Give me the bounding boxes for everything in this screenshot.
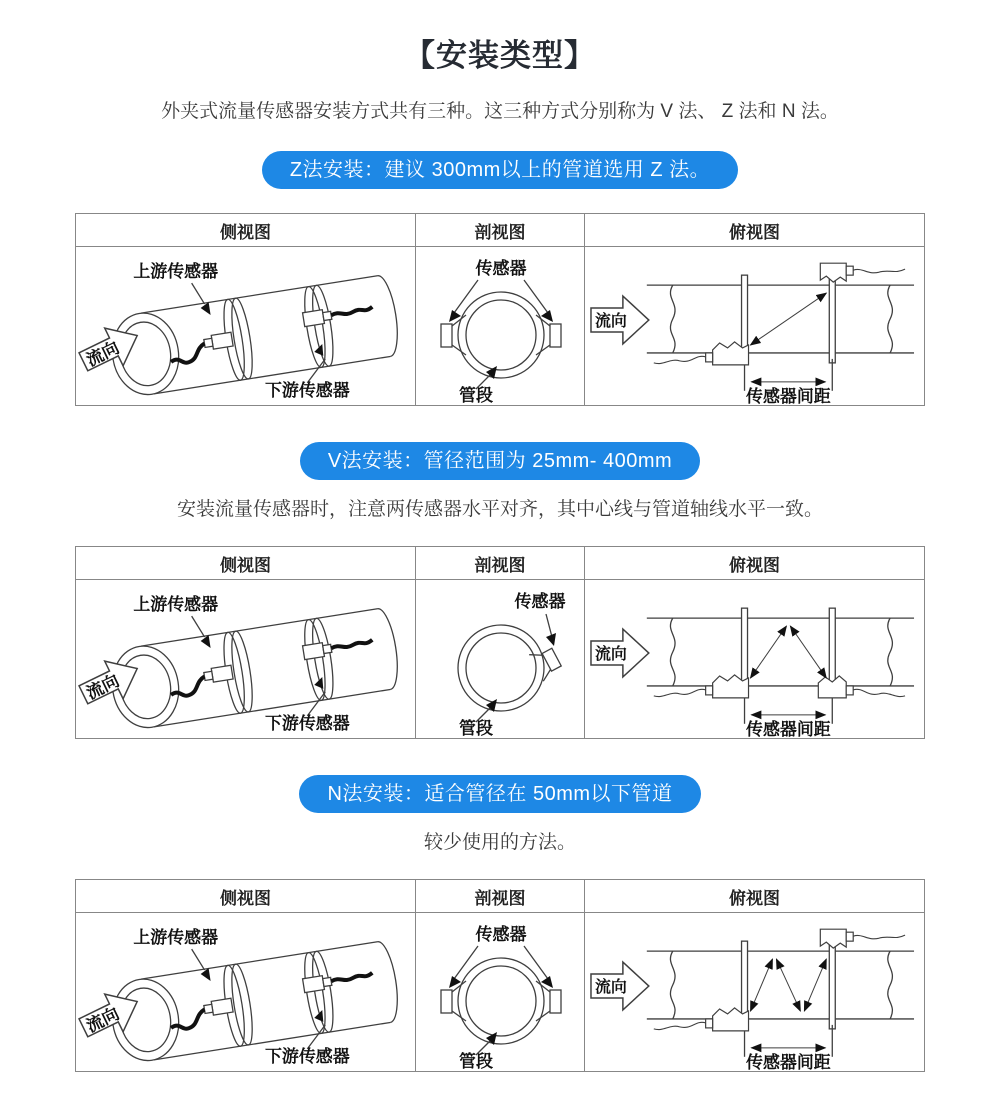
v-method-table (75, 546, 925, 739)
column-header-top-view: 俯视图 (585, 880, 924, 913)
pipe-top-view-drawing (585, 247, 924, 405)
sensor-label: 传感器 (475, 259, 527, 278)
column-header-section-view: 剖视图 (415, 547, 585, 580)
column-header-side-view: 侧视图 (76, 214, 415, 247)
flow-direction-label: 流向 (594, 979, 627, 996)
downstream-sensor-label: 下游传感器 (264, 380, 350, 400)
v-method-pill: V法安装：管径范围为 25mm- 400mm (300, 442, 700, 480)
upstream-sensor-label: 上游传感器 (133, 595, 219, 615)
pipe-top-view-drawing (585, 913, 924, 1071)
pipe-segment-label: 管段 (459, 1052, 493, 1071)
section-z-method (0, 151, 1000, 406)
z-side-view-diagram (76, 247, 415, 405)
section-n-method (0, 775, 1000, 1072)
n-method-pill: N法安装：适合管径在 50mm以下管道 (299, 775, 700, 813)
sensor-label: 传感器 (475, 925, 527, 944)
sensor-spacing-label: 传感器间距 (746, 1052, 831, 1071)
v-top-view-diagram (585, 580, 924, 738)
z-method-table (75, 213, 925, 406)
downstream-sensor-label: 下游传感器 (264, 713, 350, 733)
n-section-view-diagram (415, 913, 585, 1071)
column-header-top-view: 俯视图 (585, 214, 924, 247)
column-header-top-view: 俯视图 (585, 547, 924, 580)
upstream-sensor-label: 上游传感器 (133, 928, 219, 948)
pipe-top-view-drawing (585, 580, 924, 738)
flow-direction-label: 流向 (83, 337, 123, 370)
column-header-section-view: 剖视图 (415, 880, 585, 913)
column-header-side-view: 侧视图 (76, 880, 415, 913)
flow-direction-label: 流向 (594, 313, 627, 330)
section-v-method (0, 442, 1000, 739)
pipe-side-view-drawing (76, 580, 415, 738)
pipe-side-view-drawing (76, 913, 415, 1071)
pipe-section-drawing (416, 580, 585, 738)
flow-direction-label: 流向 (83, 670, 123, 703)
n-method-note: 较少使用的方法。 (423, 832, 576, 853)
pipe-segment-label: 管段 (459, 719, 493, 738)
pipe-section-drawing (416, 247, 585, 405)
sensor-spacing-label: 传感器间距 (746, 386, 831, 405)
n-top-view-diagram (585, 913, 924, 1071)
pipe-side-view-drawing (76, 247, 415, 405)
page-title: 【安装类型】 (404, 38, 596, 73)
sensor-label: 传感器 (514, 592, 566, 611)
column-header-section-view: 剖视图 (415, 214, 585, 247)
pipe-section-drawing (416, 913, 585, 1071)
flow-direction-label: 流向 (83, 1003, 123, 1036)
n-method-table (75, 879, 925, 1072)
z-method-pill: Z法安装：建议 300mm以上的管道选用 Z 法。 (262, 151, 738, 189)
v-section-view-diagram (415, 580, 585, 738)
pipe-segment-label: 管段 (459, 386, 493, 405)
z-section-view-diagram (415, 247, 585, 405)
flow-direction-label: 流向 (594, 646, 627, 663)
downstream-sensor-label: 下游传感器 (264, 1046, 350, 1066)
z-top-view-diagram (585, 247, 924, 405)
intro-text: 外夹式流量传感器安装方式共有三种。这三种方式分别称为 V 法、 Z 法和 N 法。 (161, 101, 839, 122)
sensor-spacing-label: 传感器间距 (746, 719, 831, 738)
v-side-view-diagram (76, 580, 415, 738)
v-method-note: 安装流量传感器时，注意两传感器水平对齐，其中心线与管道轴线水平一致。 (176, 499, 823, 520)
column-header-side-view: 侧视图 (76, 547, 415, 580)
upstream-sensor-label: 上游传感器 (133, 262, 219, 282)
n-side-view-diagram (76, 913, 415, 1071)
